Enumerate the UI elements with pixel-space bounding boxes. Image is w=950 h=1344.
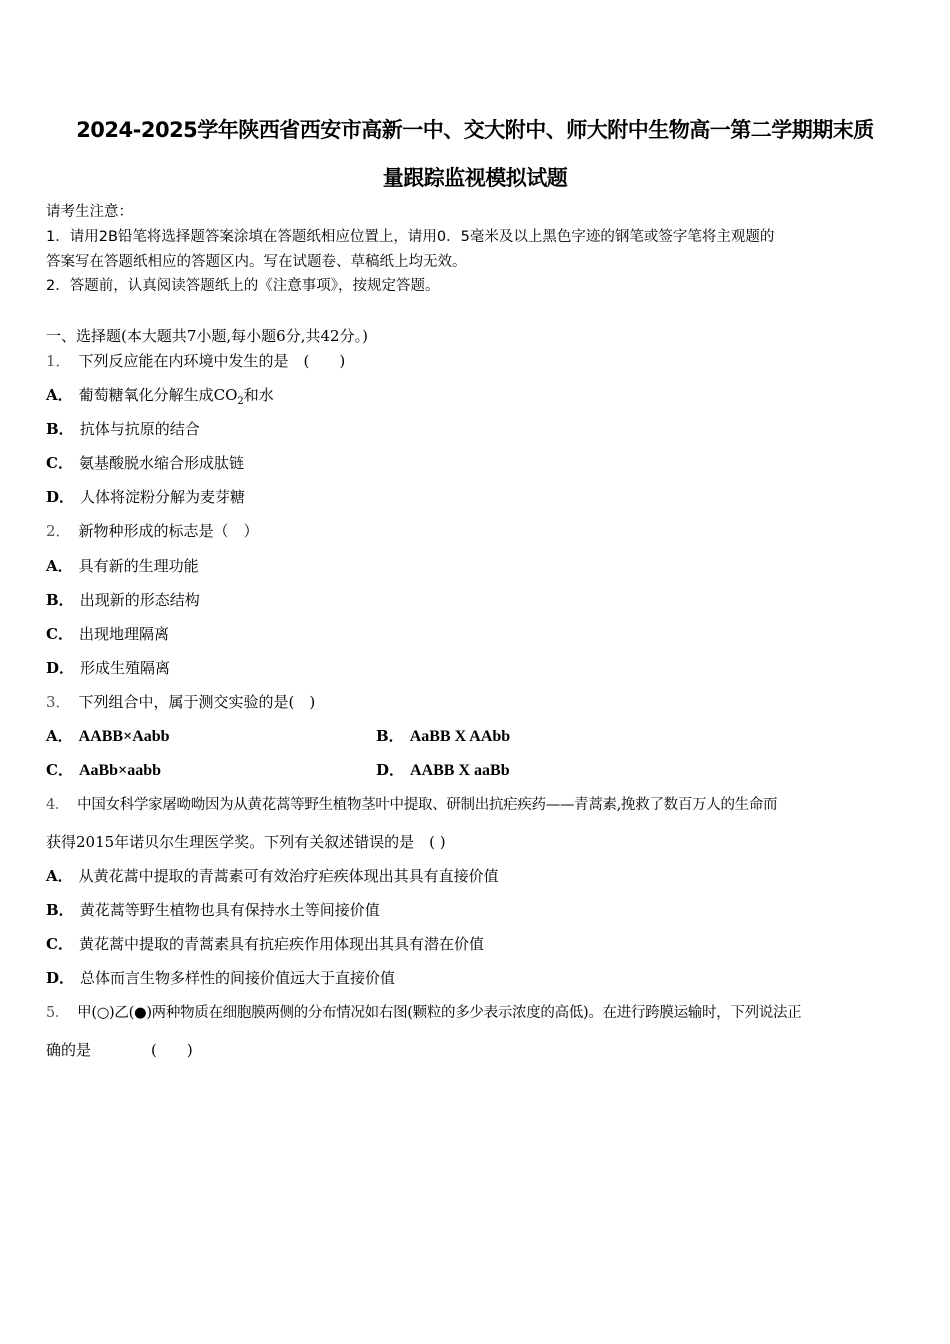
question-5-stem-line-1	[46, 1003, 801, 1023]
question-1-stem	[46, 351, 345, 371]
option-label: D．	[46, 659, 75, 677]
option-text: 人体将淀粉分解为麦芽糖	[80, 488, 246, 506]
option-label: A．	[46, 386, 73, 404]
option-label: D．	[46, 488, 75, 506]
question-4-stem-line-1	[46, 795, 777, 815]
option-label: B．	[46, 901, 74, 919]
question-number: 5．	[46, 1005, 70, 1021]
question-2-option-c	[46, 624, 169, 644]
question-1-option-c	[46, 453, 244, 473]
option-text-suffix: 和水	[243, 386, 274, 404]
question-number: 4．	[46, 797, 70, 813]
option-text: 从黄花蒿中提取的青蒿素可有效治疗疟疾体现出其具有直接价值	[78, 867, 499, 885]
option-label: C．	[46, 625, 73, 643]
question-4-stem-line-2: 获得2015年诺贝尔生理医学奖。下列有关叙述错误的是 ( )	[46, 833, 446, 851]
question-3-option-b	[376, 726, 510, 747]
question-text: 中国女科学家屠呦呦因为从黄花蒿等野生植物茎叶中提取、研制出抗疟疾药——青蒿素,挽救了数百万人的生命而	[77, 797, 778, 813]
option-text: 出现地理隔离	[78, 625, 169, 643]
notice-item-2: 2．答题前，认真阅读答题纸上的《注意事项》，按规定答题。	[46, 278, 440, 294]
option-text: 具有新的生理功能	[78, 557, 199, 575]
question-3-option-d	[376, 760, 510, 781]
section-heading: 一、选择题(本大题共7小题,每小题6分,共42分。)	[46, 327, 368, 345]
option-text: 黄花蒿等野生植物也具有保持水土等间接价值	[79, 901, 380, 919]
option-text: 总体而言生物多样性的间接价值远大于直接价值	[80, 969, 396, 987]
option-label: C．	[46, 761, 73, 779]
question-3-option-c	[46, 760, 161, 781]
notice-item-1-line-1: 1．请用2B铅笔将选择题答案涂填在答题纸相应位置上，请用0．5毫米及以上黑色字迹的钢笔或签字笔将主观题的	[46, 229, 775, 245]
option-text: AABB X aaBb	[410, 762, 510, 779]
option-text: AABB×Aabb	[78, 728, 170, 745]
subscript: 2	[237, 396, 244, 407]
option-text: 葡萄糖氧化分解生成CO	[78, 386, 238, 404]
option-text: AaBb×aabb	[78, 762, 161, 779]
question-1-option-d	[46, 487, 245, 507]
question-number: 2．	[46, 522, 71, 540]
option-label: B．	[46, 420, 74, 438]
question-2-stem	[46, 521, 259, 541]
option-text: 形成生殖隔离	[80, 659, 171, 677]
question-1-option-a	[46, 385, 274, 412]
question-3-stem	[46, 692, 315, 712]
option-label: A．	[46, 867, 73, 885]
question-3-option-a	[46, 726, 170, 747]
question-5-stem-line-2: 确的是 ( )	[46, 1041, 193, 1059]
option-text: 黄花蒿中提取的青蒿素具有抗疟疾作用体现出其具有潜在价值	[78, 935, 484, 953]
question-2-option-d	[46, 658, 170, 678]
option-text: 氨基酸脱水缩合形成肽链	[78, 454, 244, 472]
option-text: 抗体与抗原的结合	[79, 420, 200, 438]
question-4-option-a	[46, 866, 499, 886]
option-label: D．	[46, 969, 75, 987]
question-2-option-a	[46, 556, 199, 576]
option-label: D．	[376, 761, 405, 779]
option-label: B．	[46, 591, 74, 609]
option-label: A．	[46, 557, 73, 575]
option-text: 出现新的形态结构	[79, 591, 200, 609]
question-text: 甲(○)乙(●)两种物质在细胞膜两侧的分布情况如右图(颗粒的多少表示浓度的高低)。在进行跨膜运输时，下列说法正	[77, 1005, 802, 1021]
question-text: 新物种形成的标志是（ ）	[78, 522, 259, 540]
question-2-option-b	[46, 590, 200, 610]
notice-heading: 请考生注意：	[46, 204, 133, 220]
question-text: 下列反应能在内环境中发生的是 ( )	[78, 352, 346, 370]
question-text: 下列组合中，属于测交实验的是( )	[78, 693, 316, 711]
option-text: AaBB X AAbb	[409, 728, 511, 745]
page-title-line-1: 2024-2025学年陕西省西安市高新一中、交大附中、师大附中生物高一第二学期期末质	[76, 118, 874, 142]
option-label: C．	[46, 454, 73, 472]
question-4-option-b	[46, 900, 380, 920]
option-label: C．	[46, 935, 73, 953]
notice-item-1-line-2: 答案写在答题纸相应的答题区内。写在试题卷、草稿纸上均无效。	[46, 254, 467, 270]
option-label: B．	[376, 727, 404, 745]
page-title-line-2: 量跟踪监视模拟试题	[382, 166, 568, 190]
question-1-option-b	[46, 419, 200, 439]
question-4-option-d	[46, 968, 395, 988]
question-number: 1．	[46, 352, 71, 370]
option-label: A．	[46, 727, 73, 745]
question-number: 3．	[46, 693, 71, 711]
question-4-option-c	[46, 934, 484, 954]
